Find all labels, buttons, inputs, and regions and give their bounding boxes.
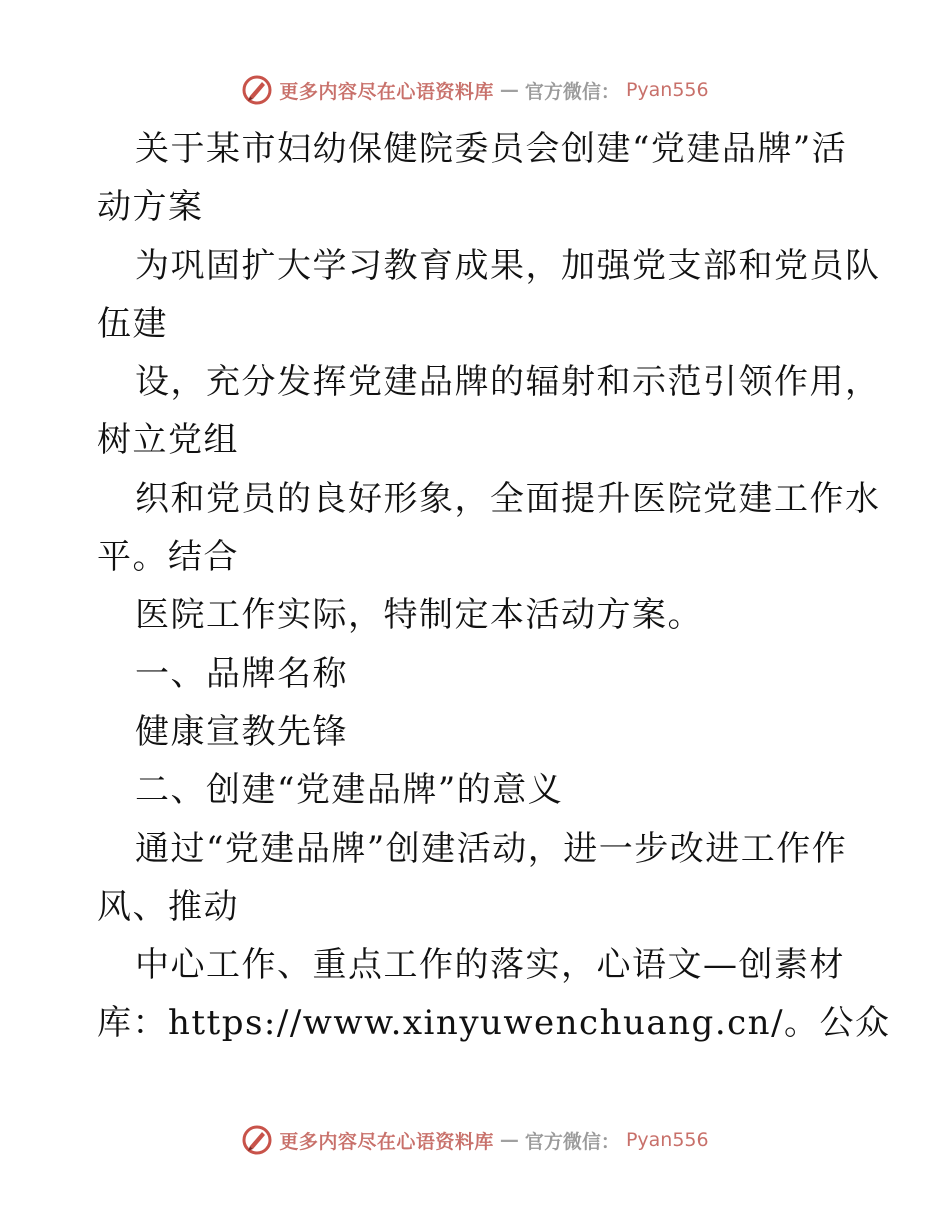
section-heading: 二、创建“党建品牌”的意义 — [135, 770, 564, 811]
footer-separator: — — [499, 1129, 519, 1151]
section-heading: 一、品牌名称 — [135, 653, 348, 694]
footer-promo-text: 更多内容尽在心语资料库 — [279, 1130, 494, 1153]
body-line: 通过“党建品牌”创建活动，进一步改进工作作 — [135, 828, 848, 869]
pen-logo-icon — [241, 1124, 273, 1156]
footer-wechat-id: Pyan556 — [625, 1129, 709, 1151]
pen-logo-icon — [241, 74, 273, 106]
body-line: 医院工作实际，特制定本活动方案。 — [135, 595, 703, 636]
header-wechat-id: Pyan556 — [625, 79, 709, 101]
footer-wechat-label: 官方微信： — [524, 1130, 620, 1153]
header-promo-text: 更多内容尽在心语资料库 — [279, 80, 494, 103]
body-line: 平。结合 — [97, 537, 239, 578]
body-line: 为巩固扩大学习教育成果，加强党支部和党员队 — [135, 245, 881, 286]
body-line: 设，充分发挥党建品牌的辐射和示范引领作用， — [135, 362, 881, 403]
document-body — [97, 120, 891, 1053]
body-line: 伍建 — [97, 303, 168, 344]
body-line: 健康宣教先锋 — [135, 711, 348, 752]
header-separator: — — [499, 79, 519, 101]
body-line: 树立党组 — [97, 420, 239, 461]
body-line: 风、推动 — [97, 886, 239, 927]
body-line: 织和党员的良好形象，全面提升医院党建工作水 — [135, 478, 881, 519]
body-line: 动方案 — [97, 187, 204, 228]
body-line: 关于某市妇幼保健院委员会创建“党建品牌”活 — [135, 129, 848, 169]
body-line: 中心工作、重点工作的落实，心语文—创素材 — [135, 945, 845, 986]
header-wechat-label: 官方微信： — [524, 80, 620, 103]
body-line: 库：https://www.xinyuwenchuang.cn/。公众 — [97, 1003, 891, 1044]
header-banner — [0, 70, 950, 110]
footer-banner — [0, 1120, 950, 1160]
